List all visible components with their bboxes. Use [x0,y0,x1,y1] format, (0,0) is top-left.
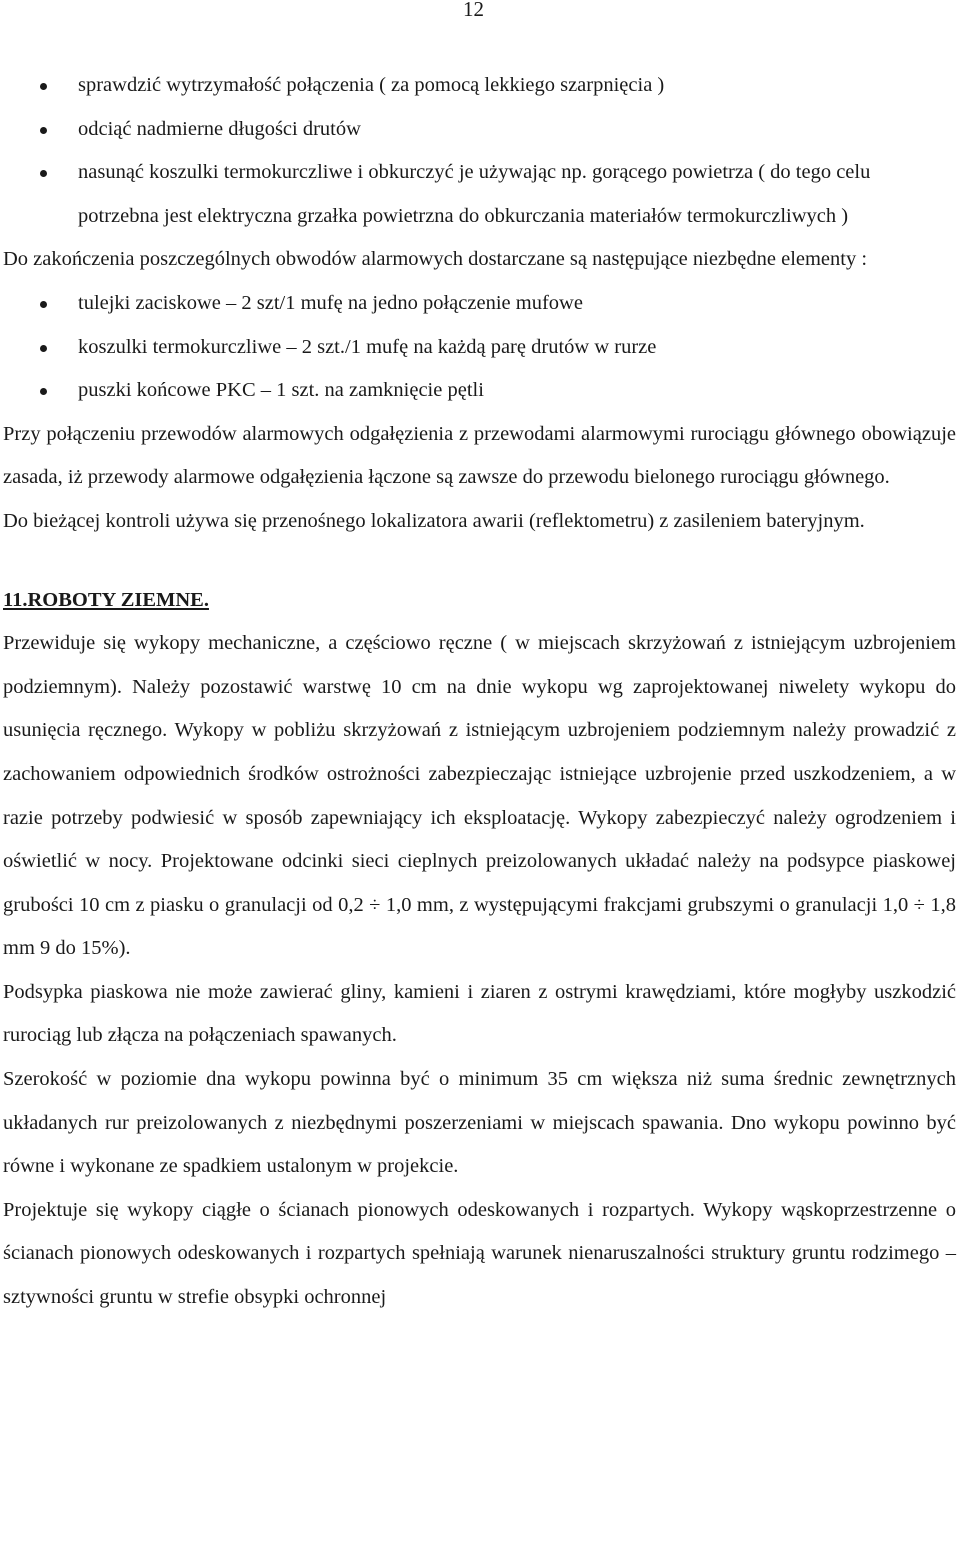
paragraph: Do bieżącej kontroli używa się przenośnego lokalizatora awarii (reflektometru) z zasileniem bateryjnym. [3,509,865,532]
list-item: nasunąć koszulki termokurczliwe i obkurczyć je używając np. gorącego powietrza ( do tego celu potrzebna jest elektryczna grzałka powietrzna do obkurczania materiałów termokurczliwych ) [3,151,956,238]
paragraph: Projektuje się wykopy ciągłe o ścianach pionowych odeskowanych i rozpartych. Wykopy wąskoprzestrzenne o ścianach pionowych odeskowanych i rozpartych spełniają warunek nienaruszalności struktury gruntu rodzimego – sztywności gruntu w strefie obsypki ochronnej [3,1198,956,1309]
section-heading: 11.ROBOTY ZIEMNE. [3,588,209,611]
list-item: tulejki zaciskowe – 2 szt/1 mufę na jedno połączenie mufowe [3,282,956,326]
bullet-list-connection-steps [3,64,956,238]
paragraph: Przy połączeniu przewodów alarmowych odgałęzienia z przewodami alarmowymi rurociągu głównego obowiązuje zasada, iż przewody alarmowe odgałęzienia łączone są zawsze do przewodu bielonego rurociągu głównego. [3,422,956,489]
spacer [3,544,956,579]
bullet-list-elements [3,282,956,413]
page-number: 12 [463,0,484,21]
paragraph: Szerokość w poziomie dna wykopu powinna być o minimum 35 cm większa niż suma średnic zewnętrznych układanych rur preizolowanych z niezbędnymi poszerzeniami w miejscach spawania. Dno wykopu powinno być równe i wykonane ze spadkiem ustalonym w projekcie. [3,1068,956,1178]
paragraph: Podsypka piaskowa nie może zawierać gliny, kamieni i ziaren z ostrymi krawędziami, które mogłyby uszkodzić rurociąg lub złącza na połączeniach spawanych. [3,980,956,1047]
list-item: koszulki termokurczliwe – 2 szt./1 mufę na każdą parę drutów w rurze [3,326,956,370]
list-item: sprawdzić wytrzymałość połączenia ( za pomocą lekkiego szarpnięcia ) [3,64,956,108]
document-body [3,64,956,1320]
list-item: odciąć nadmierne długości drutów [3,108,956,152]
list-item: puszki końcowe PKC – 1 szt. na zamknięcie pętli [3,369,956,413]
paragraph: Przewiduje się wykopy mechaniczne, a częściowo ręczne ( w miejscach skrzyżowań z istniejącym uzbrojeniem podziemnym). Należy pozostawić warstwę 10 cm na dnie wykopu wg zaprojektowanej niwelety wykopu do usunięcia ręcznego. Wykopy w pobliżu skrzyżowań z istniejącym uzbrojeniem podziemnym należy prowadzić z zachowaniem odpowiednich środków ostrożności zabezpieczając istniejące uzbrojenie przed uszkodzeniem, a w razie potrzeby podwiesić w sposób zapewniający ich eksploatację. Wykopy zabezpieczyć należy ogrodzeniem i oświetlić w nocy. Projektowane odcinki sieci cieplnych preizolowanych układać należy na podsypce piaskowej grubości 10 cm z piasku o granulacji od 0,2 ÷ 1,0 mm, z występującymi frakcjami grubszymi o granulacji 1,0 ÷ 1,8 mm 9 do 15%). [3,632,956,960]
paragraph-elements-intro: Do zakończenia poszczególnych obwodów alarmowych dostarczane są następujące niezbędne elementy : [3,248,868,271]
